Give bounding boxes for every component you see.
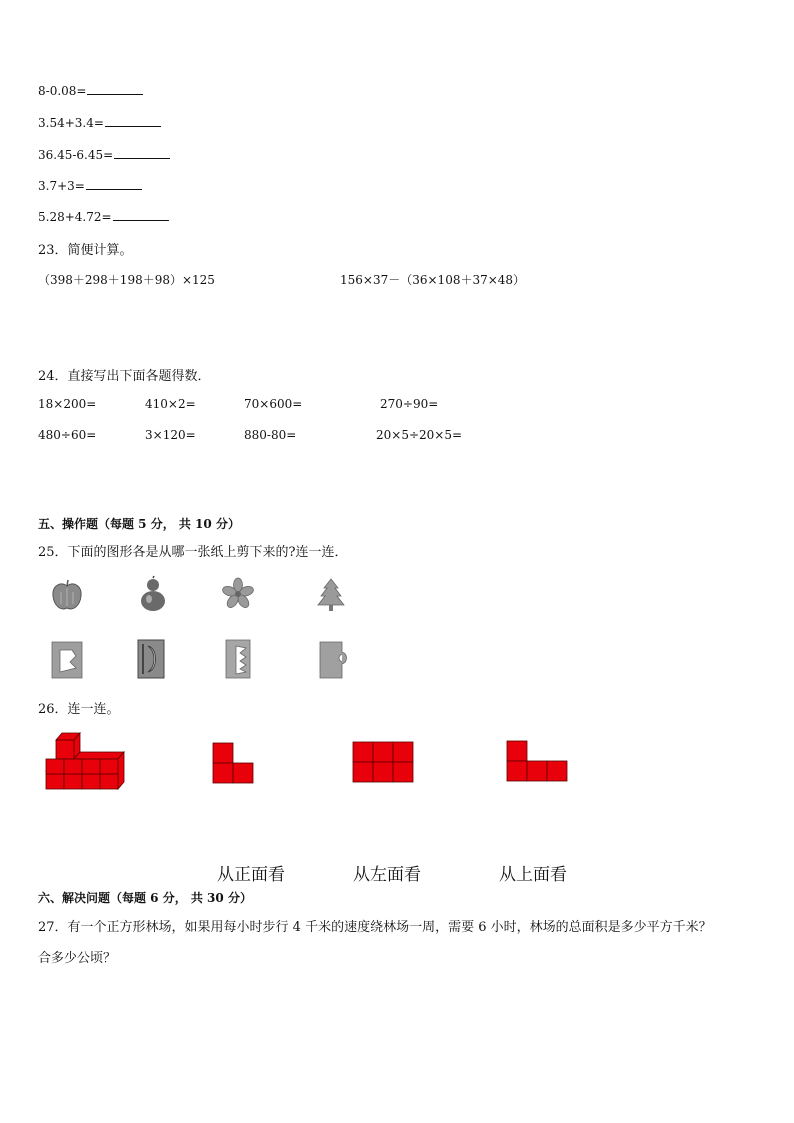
question-26-title: 26．连一连。 — [38, 702, 120, 717]
question-24-title: 24．直接写出下面各题得数． — [38, 369, 211, 384]
paper-cut-2[interactable] — [136, 638, 166, 680]
answer-blank[interactable] — [105, 116, 161, 127]
gourd-icon[interactable] — [138, 576, 168, 612]
oral-calc: 18×200= — [38, 397, 97, 411]
section-5-heading: 五、操作题（每题 5 分， 共 10 分） — [38, 517, 240, 531]
paper-cut-4[interactable] — [318, 640, 348, 680]
oral-calc: 20×5÷20×5= — [376, 428, 463, 442]
oral-calc: 410×2= — [145, 397, 196, 411]
oral-calc: 270÷90= — [380, 397, 439, 411]
question-25-title: 25．下面的图形各是从哪一张纸上剪下来的?连一连． — [38, 545, 348, 560]
answer-blank[interactable] — [114, 148, 170, 159]
oral-calc: 3×120= — [145, 428, 196, 442]
calc-item — [38, 179, 142, 193]
cube-solid-3d[interactable] — [44, 730, 128, 790]
answer-blank[interactable] — [113, 210, 169, 221]
calc-item — [38, 148, 170, 162]
oral-calc: 480÷60= — [38, 428, 97, 442]
oral-calc: 70×600= — [244, 397, 303, 411]
paper-cut-1[interactable] — [50, 640, 84, 680]
paper-cut-3[interactable] — [224, 638, 252, 680]
view-shape-2[interactable] — [352, 741, 414, 783]
calc-expression: 8-0.08= — [38, 84, 87, 98]
calc-expression: 5.28+4.72= — [38, 210, 112, 224]
section-6-heading: 六、解决问题（每题 6 分， 共 30 分） — [38, 891, 252, 905]
expression-1: （398＋298＋198＋98）×125 — [38, 273, 215, 287]
tree-icon[interactable] — [316, 578, 346, 612]
question-27-text: 27．有一个正方形林场，如果用每小时步行 4 千米的速度绕林场一周，需要 6 小时，林场的总面积是多少平方千米？ — [38, 920, 712, 935]
calc-item — [38, 84, 143, 98]
oral-calc: 880-80= — [244, 428, 297, 442]
calc-item — [38, 210, 169, 224]
calc-item — [38, 116, 161, 130]
question-23-title: 23．简便计算。 — [38, 243, 133, 258]
view-shape-1[interactable] — [212, 742, 256, 784]
view-label-left[interactable]: 从左面看 — [353, 865, 421, 885]
answer-blank[interactable] — [87, 84, 143, 95]
calc-expression: 36.45-6.45= — [38, 148, 114, 162]
calc-expression: 3.7+3= — [38, 179, 85, 193]
apple-icon[interactable] — [50, 578, 84, 612]
answer-blank[interactable] — [86, 179, 142, 190]
calc-expression: 3.54+3.4= — [38, 116, 104, 130]
expression-2: 156×37－（36×108＋37×48） — [340, 273, 526, 287]
question-27-text-cont: 合多少公顷？ — [38, 951, 117, 966]
view-shape-3[interactable] — [506, 740, 568, 782]
flower-icon[interactable] — [221, 578, 255, 610]
view-label-front[interactable]: 从正面看 — [217, 865, 285, 885]
view-label-top[interactable]: 从上面看 — [499, 865, 567, 885]
